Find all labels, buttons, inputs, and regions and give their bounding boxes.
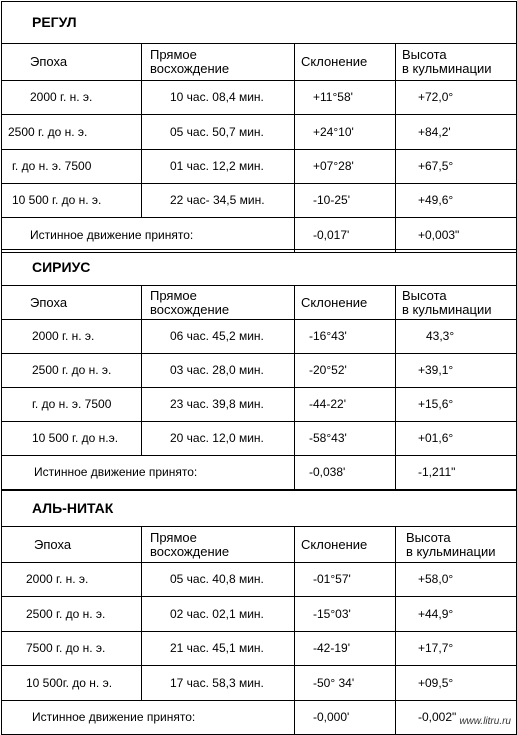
header-declination: Склонение [295, 527, 396, 563]
cell-ra: 06 час. 45,2 мин. [142, 320, 295, 354]
cell-decl: -58°43' [295, 422, 396, 456]
cell-alt: +15,6° [396, 388, 517, 422]
cell-decl: -42-19' [295, 632, 396, 666]
table-row [2, 632, 517, 666]
header-row [2, 527, 517, 563]
true-motion-label: Истинное движение принято: [2, 456, 295, 490]
table-row [2, 354, 517, 388]
star-table-regulus [1, 1, 517, 253]
cell-ra: 05 час. 40,8 мин. [142, 563, 295, 597]
cell-epoch: 7500 г. до н. э. [2, 632, 142, 666]
true-motion-row [2, 701, 517, 735]
cell-ra: 22 час- 34,5 мин. [142, 184, 295, 218]
true-motion-alt: +0,003" [396, 218, 517, 253]
cell-alt: +01,6° [396, 422, 517, 456]
cell-decl: -01°57' [295, 563, 396, 597]
cell-epoch: 10 500г. до н. э. [2, 666, 142, 701]
cell-decl: -44-22' [295, 388, 396, 422]
cell-epoch: 2000 г. н. э. [2, 320, 142, 354]
cell-ra: 03 час. 28,0 мин. [142, 354, 295, 388]
star-table-sirius [1, 249, 517, 490]
header-row [2, 286, 517, 320]
cell-decl: +11°58' [295, 81, 396, 115]
header-altitude: Высота в кульминации [396, 527, 517, 563]
table-row [2, 563, 517, 597]
cell-ra: 23 час. 39,8 мин. [142, 388, 295, 422]
cell-alt: 43,3° [396, 320, 517, 354]
table-row [2, 115, 517, 150]
table-row [2, 320, 517, 354]
header-epoch: Эпоха [2, 44, 142, 81]
table-row [2, 81, 517, 115]
header-altitude: Высота в кульминации [396, 44, 517, 81]
table-row [2, 388, 517, 422]
table-title: СИРИУС [2, 250, 517, 286]
table-title: РЕГУЛ [2, 2, 517, 44]
cell-epoch: 10 500 г. до н.э. [2, 422, 142, 456]
true-motion-decl: -0,038' [295, 456, 396, 490]
header-epoch: Эпоха [2, 286, 142, 320]
cell-epoch: 2500 г. до н. э. [2, 115, 142, 150]
cell-epoch: 2000 г. н. э. [2, 81, 142, 115]
cell-epoch: 2500 г. до н. э. [2, 354, 142, 388]
cell-decl: -20°52' [295, 354, 396, 388]
true-motion-decl: -0,017' [295, 218, 396, 253]
header-altitude: Высота в кульминации [396, 286, 517, 320]
cell-decl: +24°10' [295, 115, 396, 150]
star-table-alnitak [1, 490, 517, 735]
table-row [2, 597, 517, 632]
header-right-ascension: Прямое восхождение [142, 44, 295, 81]
cell-decl: -50° 34' [295, 666, 396, 701]
true-motion-alt: -0,002" [396, 701, 517, 735]
header-epoch: Эпоха [2, 527, 142, 563]
header-right-ascension: Прямое восхождение [142, 527, 295, 563]
cell-ra: 21 час. 45,1 мин. [142, 632, 295, 666]
cell-ra: 20 час. 12,0 мин. [142, 422, 295, 456]
cell-epoch: 2500 г. до н. э. [2, 597, 142, 632]
table-row [2, 666, 517, 701]
cell-decl: +07°28' [295, 150, 396, 184]
true-motion-decl: -0,000' [295, 701, 396, 735]
cell-alt: +72,0° [396, 81, 517, 115]
cell-decl: -16°43' [295, 320, 396, 354]
watermark: www.litru.ru [459, 716, 511, 727]
true-motion-row [2, 456, 517, 490]
cell-ra: 05 час. 50,7 мин. [142, 115, 295, 150]
cell-epoch: 2000 г. н. э. [2, 563, 142, 597]
table-row [2, 184, 517, 218]
cell-ra: 10 час. 08,4 мин. [142, 81, 295, 115]
cell-alt: +58,0° [396, 563, 517, 597]
cell-decl: -10-25' [295, 184, 396, 218]
cell-alt: +39,1° [396, 354, 517, 388]
cell-alt: +49,6° [396, 184, 517, 218]
cell-ra: 17 час. 58,3 мин. [142, 666, 295, 701]
cell-decl: -15°03' [295, 597, 396, 632]
cell-ra: 02 час. 02,1 мин. [142, 597, 295, 632]
cell-alt: +84,2' [396, 115, 517, 150]
true-motion-label: Истинное движение принято: [2, 218, 295, 253]
header-row [2, 44, 517, 81]
cell-alt: +44,9° [396, 597, 517, 632]
cell-ra: 01 час. 12,2 мин. [142, 150, 295, 184]
cell-epoch: г. до н. э. 7500 [2, 150, 142, 184]
cell-alt: +67,5° [396, 150, 517, 184]
true-motion-row [2, 218, 517, 253]
header-declination: Склонение [295, 44, 396, 81]
table-row [2, 150, 517, 184]
header-declination: Склонение [295, 286, 396, 320]
true-motion-alt: -1,211" [396, 456, 517, 490]
cell-epoch: г. до н. э. 7500 [2, 388, 142, 422]
cell-epoch: 10 500 г. до н. э. [2, 184, 142, 218]
cell-alt: +17,7° [396, 632, 517, 666]
cell-alt: +09,5° [396, 666, 517, 701]
table-title: АЛЬ-НИТАК [2, 491, 517, 527]
header-right-ascension: Прямое восхождение [142, 286, 295, 320]
true-motion-label: Истинное движение принято: [2, 701, 295, 735]
table-row [2, 422, 517, 456]
